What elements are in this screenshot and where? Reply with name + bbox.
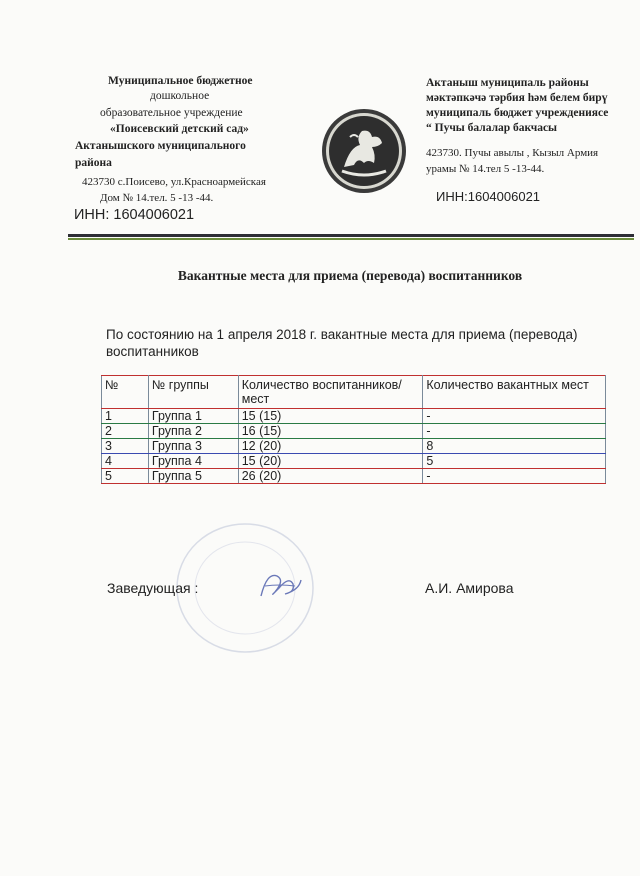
table-row bbox=[102, 469, 606, 484]
table-cell: Группа 1 bbox=[148, 409, 238, 424]
table-cell: 3 bbox=[102, 439, 149, 454]
table-cell: - bbox=[423, 469, 606, 484]
table-header-row bbox=[102, 376, 606, 409]
table-cell: Группа 5 bbox=[148, 469, 238, 484]
header-left-line1: Муниципальное бюджетное bbox=[108, 75, 253, 87]
header-left-line5: Актанышского муниципального bbox=[75, 140, 246, 152]
table-header-cell: Количество вакантных мест bbox=[423, 376, 606, 409]
header-right-inn: ИНН:1604006021 bbox=[436, 189, 541, 204]
header-right-address1: 423730. Пучы авылы , Кызыл Армия bbox=[426, 147, 599, 159]
table-cell: Группа 4 bbox=[148, 454, 238, 469]
table-cell: 15 (20) bbox=[238, 454, 423, 469]
table-cell: Группа 2 bbox=[148, 424, 238, 439]
table-cell: - bbox=[423, 409, 606, 424]
table-cell: 5 bbox=[102, 469, 149, 484]
table-cell: 15 (15) bbox=[238, 409, 423, 424]
header-right-address2: урамы № 14.тел 5 -13-44. bbox=[426, 163, 545, 175]
emblem-icon bbox=[320, 107, 408, 195]
header-rule-dark bbox=[68, 234, 634, 237]
table-cell: 16 (15) bbox=[238, 424, 423, 439]
header-right-line3: муниципаль бюджет учреждениясе bbox=[426, 107, 609, 119]
table-row bbox=[102, 409, 606, 424]
vacancy-table bbox=[101, 375, 606, 484]
table-cell: 26 (20) bbox=[238, 469, 423, 484]
table-cell: 12 (20) bbox=[238, 439, 423, 454]
header-left-address1: 423730 с.Поисево, ул.Красноармейская bbox=[82, 176, 266, 188]
header-left-inn: ИНН: 1604006021 bbox=[74, 207, 195, 223]
table-cell: 5 bbox=[423, 454, 606, 469]
table-cell: 8 bbox=[423, 439, 606, 454]
emblem-logo bbox=[320, 107, 408, 195]
table-cell: Группа 3 bbox=[148, 439, 238, 454]
header-left-line3: образовательное учреждение bbox=[100, 107, 243, 119]
document-intro bbox=[106, 326, 606, 360]
table-cell: 4 bbox=[102, 454, 149, 469]
header-left-line6: района bbox=[75, 157, 112, 169]
signature-role: Заведующая : bbox=[107, 580, 199, 596]
table-cell: 1 bbox=[102, 409, 149, 424]
table-row bbox=[102, 454, 606, 469]
table-row bbox=[102, 439, 606, 454]
table-cell: 2 bbox=[102, 424, 149, 439]
signature-name: А.И. Амирова bbox=[425, 580, 514, 596]
header-left-line2: дошкольное bbox=[150, 90, 210, 102]
header-rule-green bbox=[68, 238, 634, 240]
intro-line2: воспитанников bbox=[106, 344, 199, 359]
header-right-line4: “ Пучы балалар бакчасы bbox=[426, 122, 558, 134]
signature-scribble bbox=[255, 566, 305, 604]
header-right-line1: Актаныш муниципаль районы bbox=[426, 77, 589, 89]
header-left-line4: «Поисевский детский сад» bbox=[110, 123, 249, 135]
table-header-cell: № группы bbox=[148, 376, 238, 409]
signature-icon bbox=[255, 566, 305, 604]
intro-line1: По состоянию на 1 апреля 2018 г. вакантные места для приема (перевода) bbox=[106, 327, 578, 342]
table-row bbox=[102, 424, 606, 439]
table-header-cell: Количество воспитанников/мест bbox=[238, 376, 423, 409]
header-left-address2: Дом № 14.тел. 5 -13 -44. bbox=[100, 192, 214, 204]
table-cell: - bbox=[423, 424, 606, 439]
document-title: Вакантные места для приема (перевода) воспитанников bbox=[177, 268, 523, 283]
table-header-cell: № bbox=[102, 376, 149, 409]
header-right-line2: мәктәпкәчә тәрбия һәм белем бирү bbox=[426, 92, 608, 104]
